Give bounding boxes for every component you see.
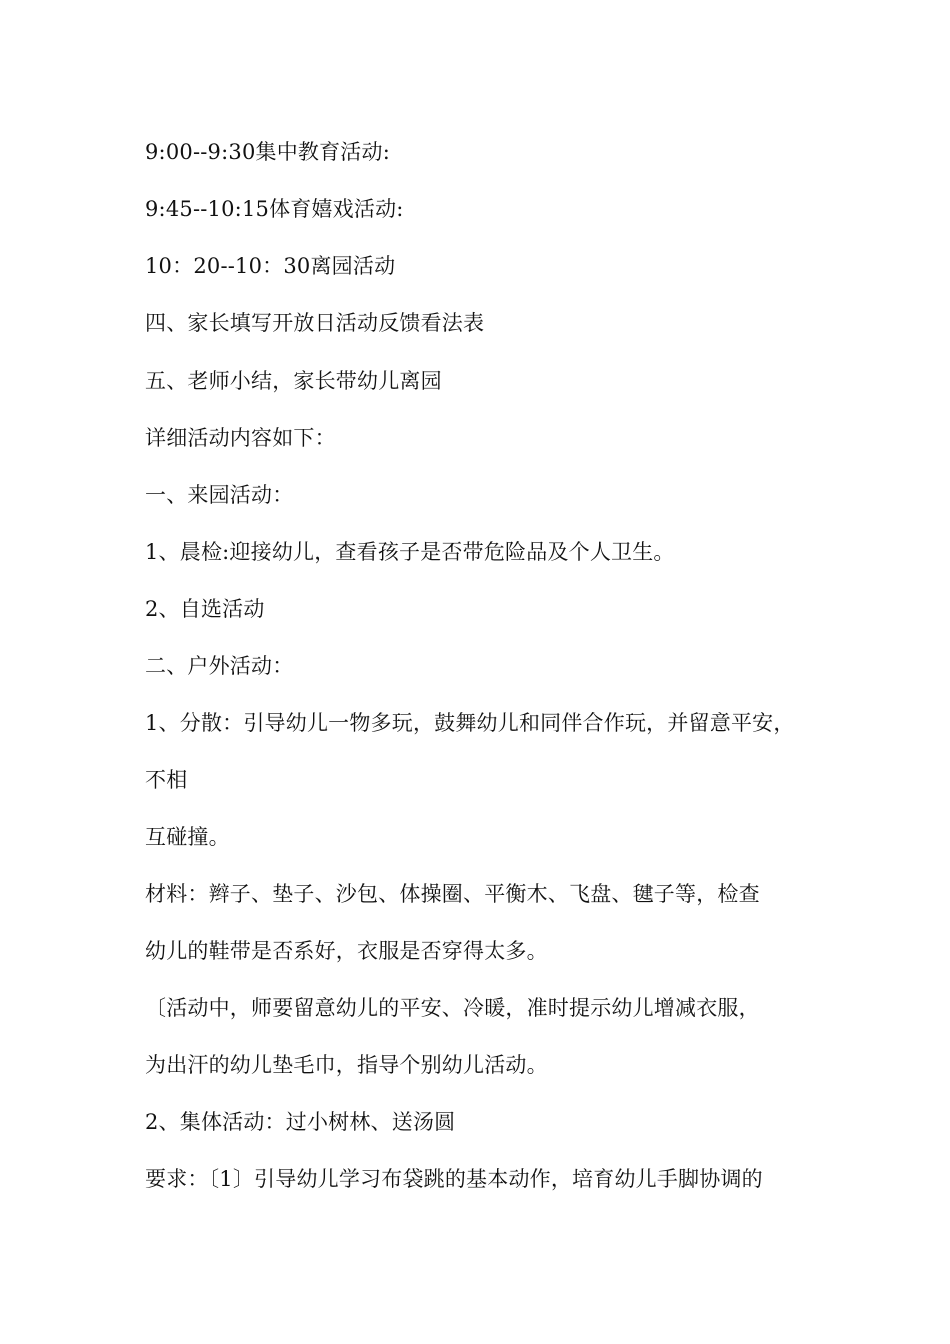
item-dispersed-continuation-1: 不相 — [145, 768, 188, 792]
activity-note-continuation: 为出汗的幼儿垫毛巾，指导个别幼儿活动。 — [145, 1053, 548, 1077]
schedule-line-morning-education: 9:00--9:30集中教育活动: — [145, 140, 390, 164]
details-intro-line: 详细活动内容如下： — [145, 426, 336, 450]
activity-note-line: 〔活动中，师要留意幼儿的平安、冷暖，准时提示幼儿增减衣服， — [145, 996, 760, 1020]
schedule-line-sports-games: 9:45--10:15体育嬉戏活动: — [145, 197, 404, 221]
materials-continuation: 幼儿的鞋带是否系好，衣服是否穿得太多。 — [145, 939, 548, 963]
item-group-activity: 2、集体活动：过小树林、送汤圆 — [145, 1110, 456, 1134]
section-heading-arrival: 一、来园活动： — [145, 483, 294, 507]
item-dispersed-continuation-2: 互碰撞。 — [145, 825, 230, 849]
section-heading-outdoor: 二、户外活动： — [145, 654, 294, 678]
item-dispersed-activity: 1、分散：引导幼儿一物多玩，鼓舞幼儿和同伴合作玩，并留意平安， — [145, 711, 795, 735]
materials-line: 材料：辫子、垫子、沙包、体操圈、平衡木、飞盘、毽子等，检查 — [145, 882, 760, 906]
requirements-line: 要求：〔1〕引导幼儿学习布袋跳的基本动作，培育幼儿手脚协调的 — [145, 1167, 763, 1191]
section-heading-teacher-summary: 五、老师小结，家长带幼儿离园 — [145, 369, 442, 393]
item-free-choice-activity: 2、自选活动 — [145, 597, 265, 621]
item-morning-check: 1、晨检:迎接幼儿，查看孩子是否带危险品及个人卫生。 — [145, 540, 675, 564]
schedule-line-departure: 10：20--10：30离园活动 — [145, 254, 396, 278]
section-heading-parent-feedback: 四、家长填写开放日活动反馈看法表 — [145, 311, 485, 335]
